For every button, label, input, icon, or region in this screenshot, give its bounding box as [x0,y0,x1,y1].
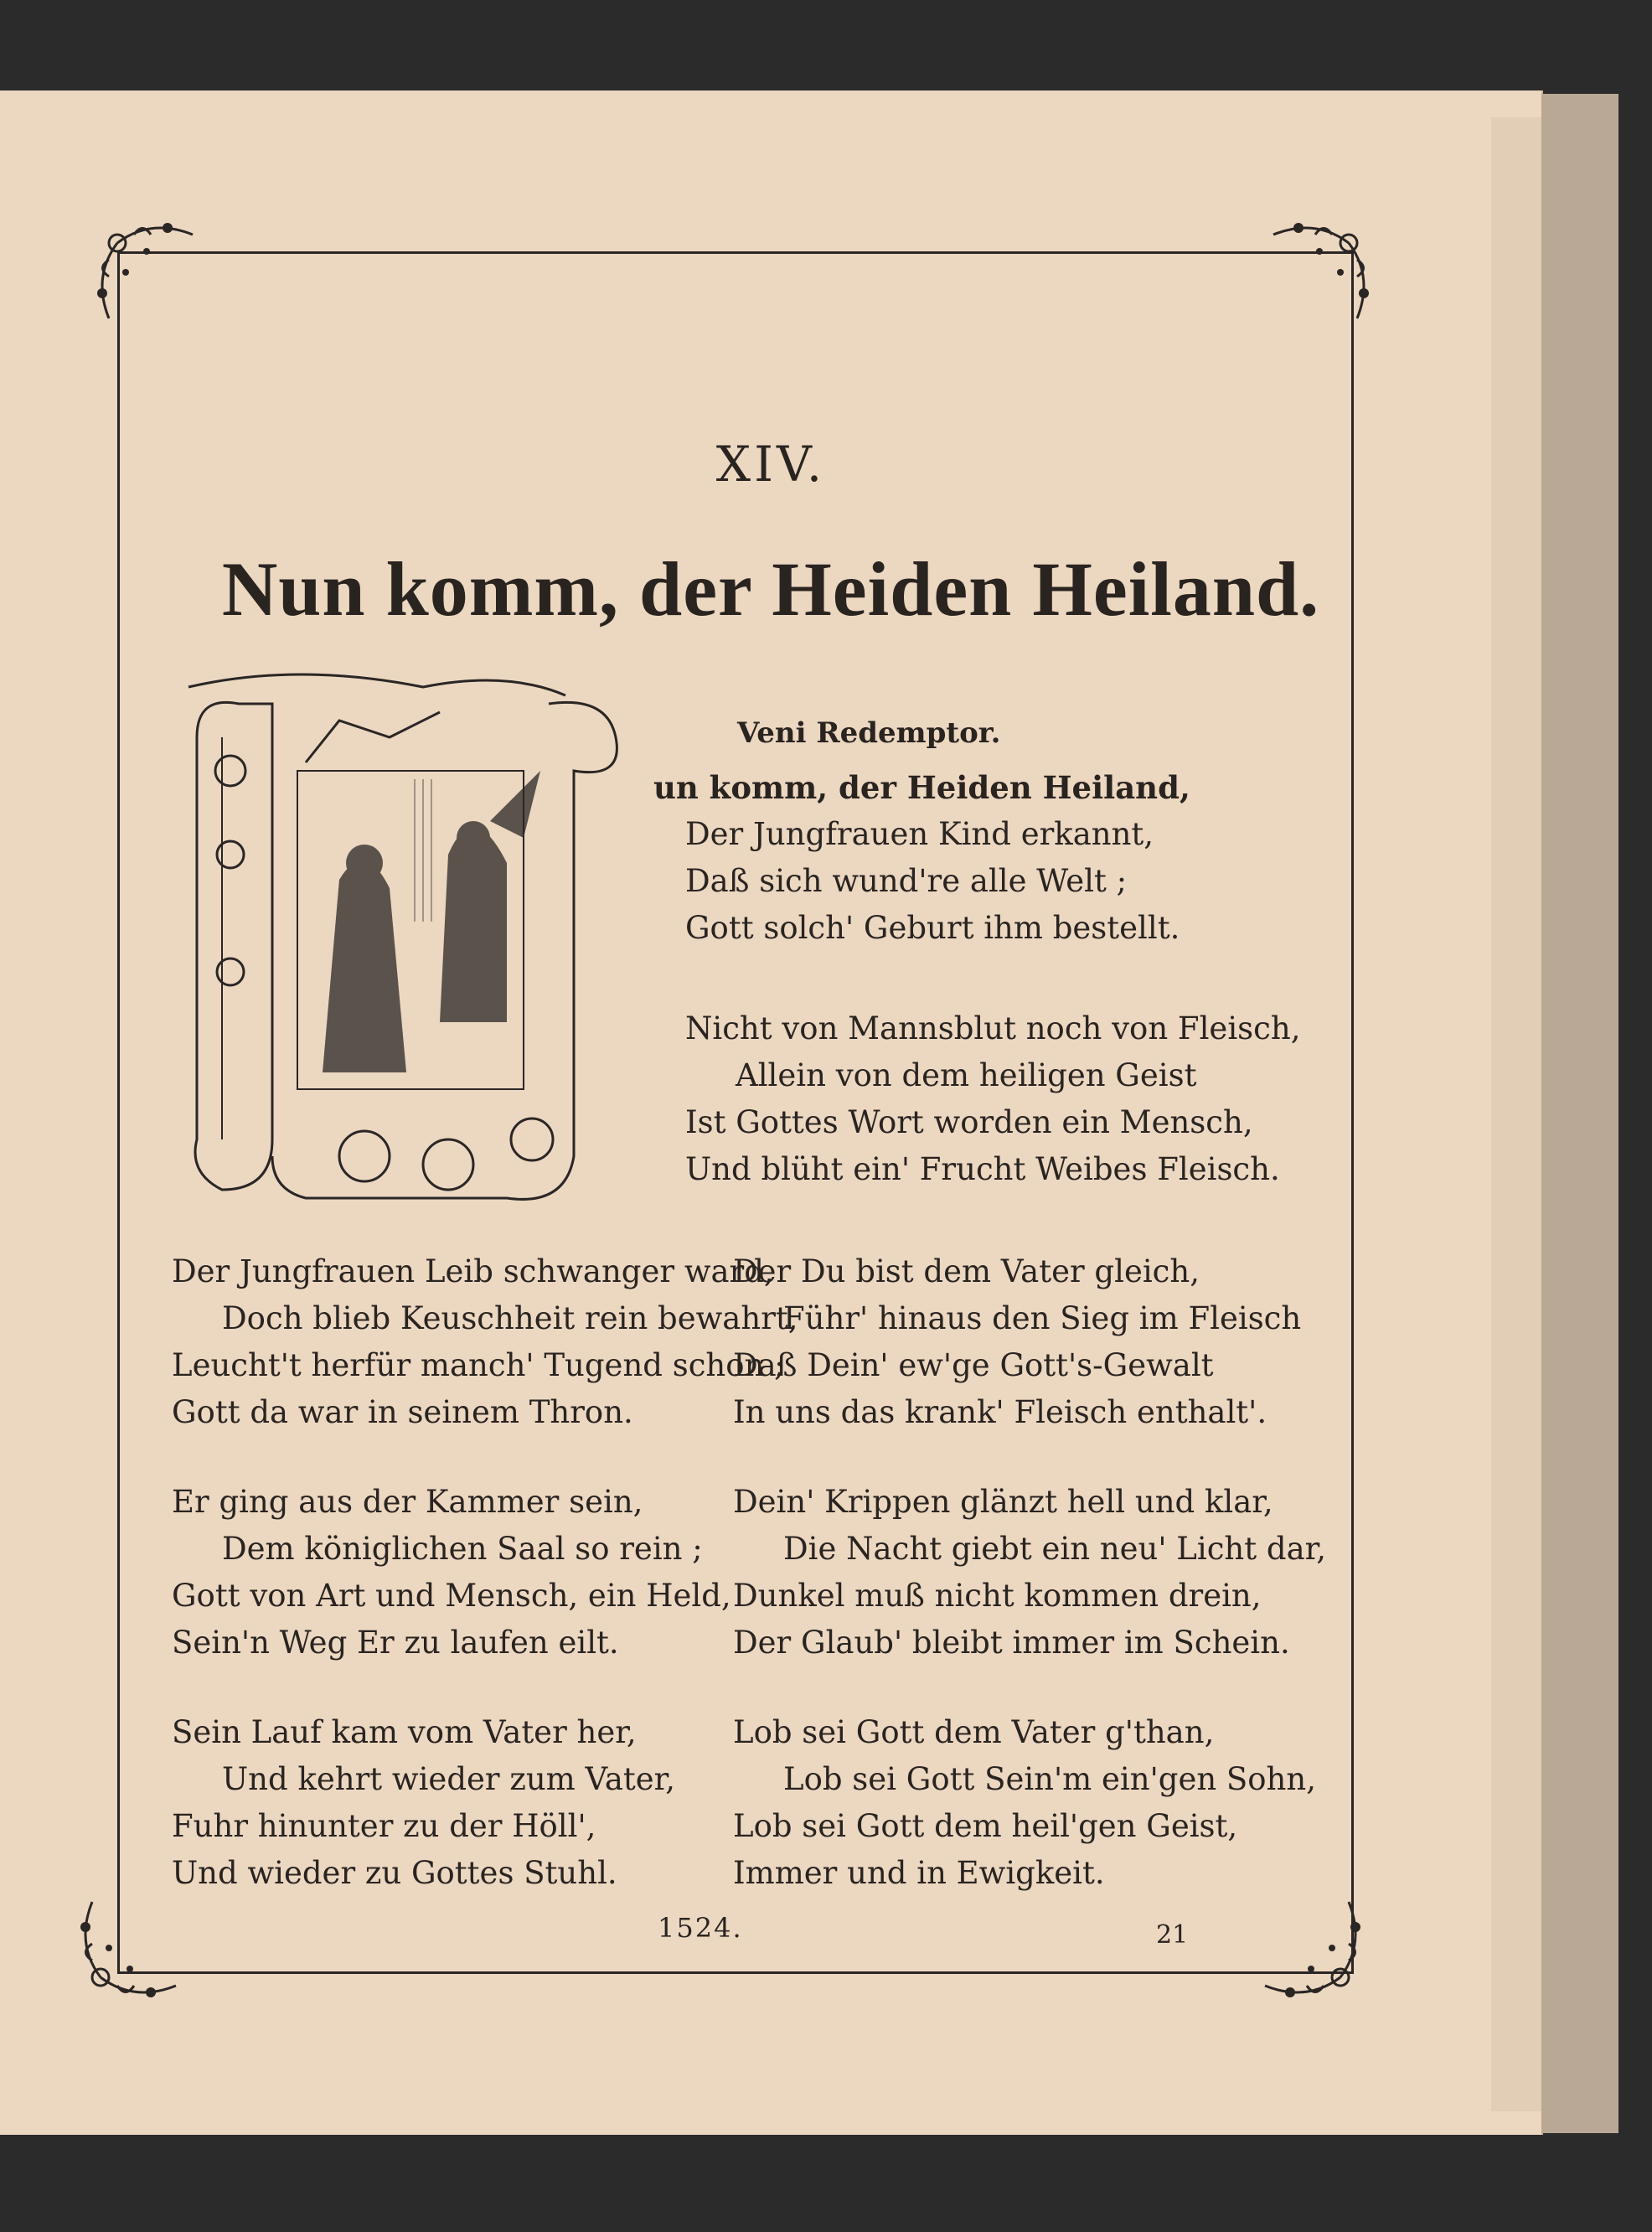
stanza-line: Gott von Art und Mensch, ein Held, [172,1578,731,1614]
stanza-line: Der Jungfrauen Leib schwanger ward, [172,1253,774,1289]
illuminated-initial-annunciation-icon [172,670,658,1223]
chapter-numeral: XIV. [715,436,826,493]
stanza-line: Dem königlichen Saal so rein ; [222,1531,703,1567]
stanza-line: Und blüht ein' Frucht Weibes Fleisch. [685,1151,1280,1187]
stanza-line: Und wieder zu Gottes Stuhl. [172,1855,617,1891]
stanza-line: Gott solch' Geburt ihm bestellt. [685,910,1180,946]
stanza-1 [653,764,1190,952]
page-number: 21 [1156,1920,1189,1950]
stanza-line: Allein von dem heiligen Geist [736,1057,1197,1093]
stanza-line: Dunkel muß nicht kommen drein, [733,1578,1262,1614]
stanza-2 [685,1005,1300,1193]
corner-ornament-top-left-icon [84,209,209,335]
stanza-line: Der Jungfrauen Kind erkannt, [685,816,1154,852]
stanza-line: un komm, der Heiden Heiland, [653,769,1190,806]
stanza-line: Fuhr hinunter zu der Höll', [172,1808,596,1844]
hymn-subtitle: Veni Redemptor. [737,716,1001,750]
stanza-line: Und kehrt wieder zum Vater, [222,1761,676,1797]
corner-ornament-top-right-icon [1257,209,1382,335]
stanza-4 [172,1479,731,1666]
page-stack-edge [1541,94,1618,2133]
stanza-line: Daß Dein' ew'ge Gott's-Gewalt [733,1347,1214,1383]
stanza-line: Der Du bist dem Vater gleich, [733,1253,1200,1289]
stanza-line: Lob sei Gott dem Vater g'than, [733,1714,1215,1750]
stanza-line: Führ' hinaus den Sieg im Fleisch [783,1300,1302,1336]
stanza-line: Dein' Krippen glänzt hell und klar, [733,1484,1273,1520]
stanza-line: Doch blieb Keuschheit rein bewahrt, [222,1300,798,1336]
hymn-year: 1524. [658,1912,743,1944]
hymn-title: Nun komm, der Heiden Heiland. [221,546,1320,632]
stanza-line: Nicht von Mannsblut noch von Fleisch, [685,1010,1301,1046]
stanza-line: Sein Lauf kam vom Vater her, [172,1714,637,1750]
stanza-3 [172,1248,798,1436]
stanza-line: Immer und in Ewigkeit. [733,1855,1105,1891]
stanza-7 [733,1479,1326,1666]
stanza-5 [172,1709,675,1897]
stanza-line: Lob sei Gott dem heil'gen Geist, [733,1808,1238,1844]
corner-ornament-bottom-left-icon [67,1885,193,2011]
stanza-line: Die Nacht giebt ein neu' Licht dar, [783,1531,1327,1567]
corner-ornament-bottom-right-icon [1248,1885,1374,2011]
stanza-8 [733,1709,1316,1897]
page-edge-inner [1491,117,1541,2111]
stanza-line: Daß sich wund're alle Welt ; [685,863,1128,899]
stanza-line: Er ging aus der Kammer sein, [172,1484,643,1520]
stanza-line: Sein'n Weg Er zu laufen eilt. [172,1625,619,1661]
stanza-line: In uns das krank' Fleisch enthalt'. [733,1394,1267,1430]
stanza-line: Lob sei Gott Sein'm ein'gen Sohn, [783,1761,1316,1797]
stanza-line: Der Glaub' bleibt immer im Schein. [733,1625,1290,1661]
stanza-line: Gott da war in seinem Thron. [172,1394,633,1430]
stanza-line: Ist Gottes Wort worden ein Mensch, [685,1104,1253,1140]
stanza-line: Leucht't herfür manch' Tugend schon ; [172,1347,785,1383]
stanza-6 [733,1248,1301,1436]
